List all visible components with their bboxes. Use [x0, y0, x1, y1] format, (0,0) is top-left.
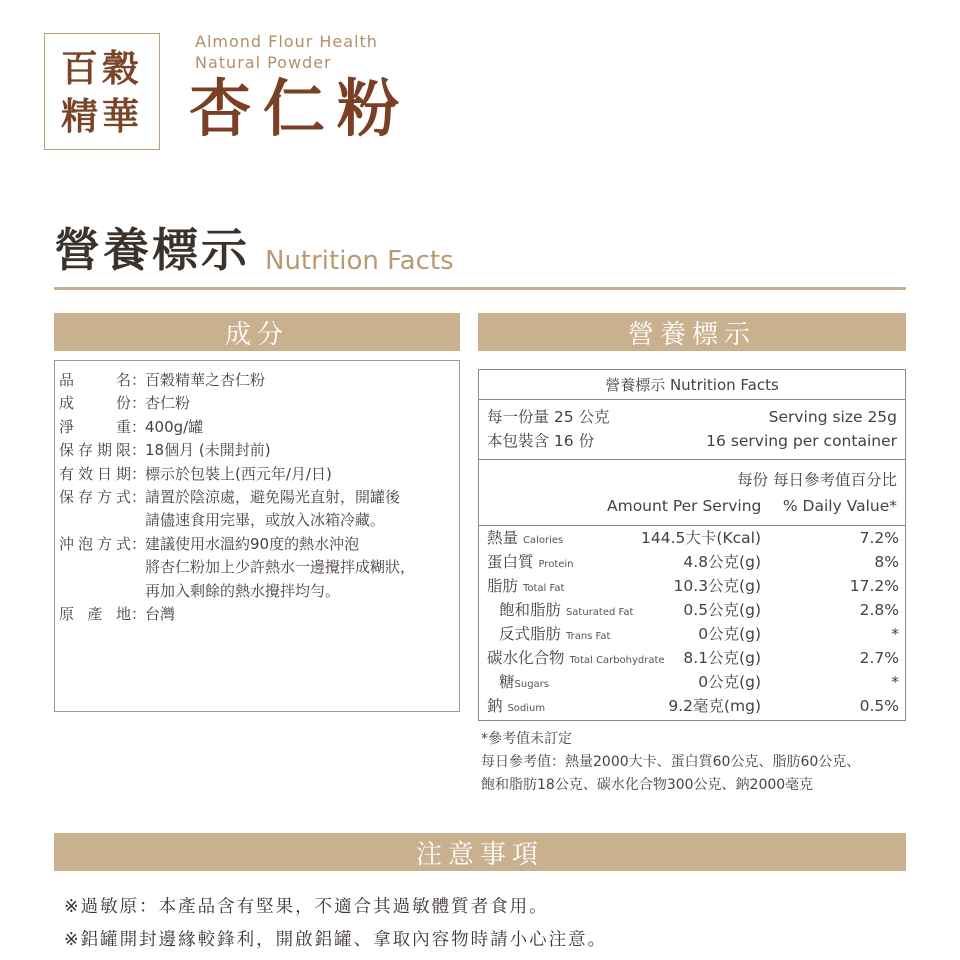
- nutrient-row: [487, 526, 899, 550]
- ingredient-label: 沖泡方式: [59, 534, 131, 553]
- servings-per-container-zh: 本包裝含 16 份: [487, 432, 595, 450]
- nutrient-name: [487, 694, 545, 721]
- nutrient-daily-value: 7.2%: [859, 529, 899, 547]
- ingredients-header-bar: [54, 313, 460, 351]
- nutrient-name-zh: 飽和脂肪: [499, 601, 562, 619]
- nutrient-name: [499, 622, 610, 649]
- brand-line-2: 精華: [61, 93, 143, 138]
- ingredient-label: 品名: [59, 371, 131, 389]
- product-name-en: [195, 31, 378, 73]
- notice-allergen: ※過敏原：本產品含有堅果，不適合其過敏體質者食用。: [64, 897, 549, 917]
- ingredient-value: 400g/罐: [145, 417, 204, 436]
- nutrient-amount: 8.1公克(g): [683, 649, 761, 667]
- nutrient-name-zh: 脂肪: [487, 577, 519, 595]
- ingredient-label: 保存期限: [59, 441, 131, 460]
- section-title-zh: 營養標示: [54, 223, 250, 277]
- nutrient-name-en: Total Carbohydrate: [569, 655, 665, 666]
- ingredient-row: 成份：杏仁粉: [59, 392, 190, 415]
- nutrition-table-header: 營養標示 Nutrition Facts: [479, 370, 905, 400]
- section-title-en: Nutrition Facts: [265, 246, 454, 276]
- serving-size-en: Serving size 25g: [768, 408, 897, 426]
- nutrient-row: [487, 550, 899, 574]
- nutrient-row: [487, 598, 899, 622]
- nutrient-name-en: Trans Fat: [565, 631, 611, 642]
- daily-value-label: % Daily Value*: [782, 497, 897, 515]
- nutrient-name-zh: 蛋白質: [487, 553, 534, 571]
- brand-logo: [44, 33, 160, 150]
- nutrient-row: [487, 622, 899, 646]
- nutrient-daily-value: *: [891, 673, 899, 691]
- nutrient-row: [487, 694, 899, 718]
- notice-can-edge: ※鋁罐開封邊緣較鋒利，開啟鋁罐、拿取內容物時請小心注意。: [64, 930, 608, 950]
- nutrition-header-bar: [478, 313, 906, 351]
- nutrient-name-en: Sodium: [507, 703, 546, 714]
- nutrient-name-en: Protein: [538, 559, 574, 570]
- ingredients-panel: [54, 360, 460, 712]
- footnote-daily-reference: 每日參考值：熱量2000大卡、蛋白質60公克、脂肪60公克、: [481, 754, 861, 770]
- nutrient-amount: 144.5大卡(Kcal): [641, 529, 761, 547]
- notice-header-label: 注意事項: [415, 839, 544, 870]
- ingredient-value: 台灣: [145, 605, 176, 623]
- nutrient-daily-value: *: [891, 625, 899, 643]
- nutrient-name-en: Sugars: [514, 679, 549, 690]
- ingredient-row: 保存期限：18個月 (未開封前): [59, 439, 271, 462]
- ingredient-value: 百穀精華之杏仁粉: [145, 371, 266, 389]
- nutrient-amount: 10.3公克(g): [673, 577, 761, 595]
- ingredient-row: 品名：百穀精華之杏仁粉: [59, 369, 265, 392]
- nutrient-name-en: Total Fat: [522, 583, 565, 594]
- ingredient-row: 有效日期：標示於包裝上(西元年/月/日): [59, 463, 332, 486]
- ingredient-label: 成份: [59, 394, 131, 413]
- nutrient-name-en: Saturated Fat: [565, 607, 634, 618]
- nutrient-amount: 0.5公克(g): [683, 601, 761, 619]
- ingredient-label: 原產地: [59, 605, 131, 623]
- nutrient-row: [487, 574, 899, 598]
- servings-per-container-en: 16 serving per container: [706, 432, 897, 450]
- nutrient-daily-value: 8%: [874, 553, 899, 571]
- amount-per-serving-label: Amount Per Serving: [607, 497, 762, 515]
- nutrient-name-zh: 糖: [499, 673, 515, 691]
- product-name-en-line2: Natural Powder: [195, 53, 332, 72]
- footnote-daily-reference-cont: 飽和脂肪18公克、碳水化合物300公克、鈉2000毫克: [481, 777, 814, 793]
- ingredient-value: 18個月 (未開封前): [145, 441, 271, 460]
- nutrition-table: [478, 369, 906, 721]
- nutrient-name-zh: 鈉: [487, 697, 503, 715]
- nutrient-name-en: Calories: [522, 535, 564, 546]
- nutrient-amount: 0公克(g): [698, 673, 761, 691]
- serving-size-zh: 每一份量 25 公克: [487, 408, 610, 426]
- nutrient-name: [499, 598, 633, 625]
- ingredient-continuation: 再加入剩餘的熱水攪拌均勻。: [145, 581, 341, 600]
- footnote-undetermined: *參考值未訂定: [481, 731, 572, 747]
- ingredient-row: 保存方式：請置於陰涼處，避免陽光直射，開罐後: [59, 486, 400, 509]
- ingredient-row: 淨重：400g/罐: [59, 416, 203, 439]
- ingredient-value: 標示於包裝上(西元年/月/日): [145, 464, 332, 483]
- nutrient-row: [487, 670, 899, 694]
- per-serving-zh: 每份 每日參考值百分比: [737, 471, 897, 489]
- nutrient-daily-value: 2.8%: [859, 601, 899, 619]
- product-name-en-line1: Almond Flour Health: [195, 32, 378, 51]
- nutrient-daily-value: 2.7%: [859, 649, 899, 667]
- nutrient-amount: 4.8公克(g): [683, 553, 761, 571]
- ingredient-row: 沖泡方式：建議使用水溫約90度的熱水沖泡: [59, 533, 359, 556]
- nutrient-name: [487, 550, 574, 577]
- nutrient-daily-value: 0.5%: [859, 697, 899, 715]
- nutrition-header-label: 營養標示: [627, 319, 756, 350]
- ingredient-value: 請置於陰涼處，避免陽光直射，開罐後: [145, 488, 401, 506]
- nutrient-name: [487, 526, 563, 553]
- product-name-zh: 杏仁粉: [189, 72, 412, 145]
- ingredient-label: 淨重: [59, 417, 131, 436]
- serving-info: [479, 400, 905, 460]
- nutrient-name-zh: 反式脂肪: [499, 625, 562, 643]
- ingredient-label: 有效日期: [59, 464, 131, 483]
- title-divider: [54, 287, 906, 290]
- nutrient-amount: 9.2毫克(mg): [668, 697, 761, 715]
- ingredient-label: 保存方式: [59, 488, 131, 506]
- nutrient-row: [487, 646, 899, 670]
- notice-header-bar: [54, 833, 906, 871]
- nutrient-amount: 0公克(g): [698, 625, 761, 643]
- nutrient-name: [499, 670, 549, 697]
- brand-line-1: 百穀: [61, 45, 143, 90]
- ingredients-header-label: 成分: [224, 319, 289, 350]
- nutrient-name: [487, 574, 564, 601]
- ingredient-continuation: 將杏仁粉加上少許熱水一邊攪拌成糊狀，: [145, 558, 416, 577]
- nutrient-name: [487, 646, 665, 673]
- nutrient-name-zh: 碳水化合物: [487, 649, 565, 667]
- nutrient-daily-value: 17.2%: [849, 577, 899, 595]
- ingredient-row: 原產地：台灣: [59, 603, 175, 626]
- ingredient-value: 建議使用水溫約90度的熱水沖泡: [145, 534, 360, 553]
- ingredient-continuation: 請儘速食用完畢，或放入冰箱冷藏。: [145, 511, 386, 530]
- nutrient-name-zh: 熱量: [487, 529, 519, 547]
- ingredient-value: 杏仁粉: [145, 394, 191, 413]
- per-serving-header: [479, 460, 905, 526]
